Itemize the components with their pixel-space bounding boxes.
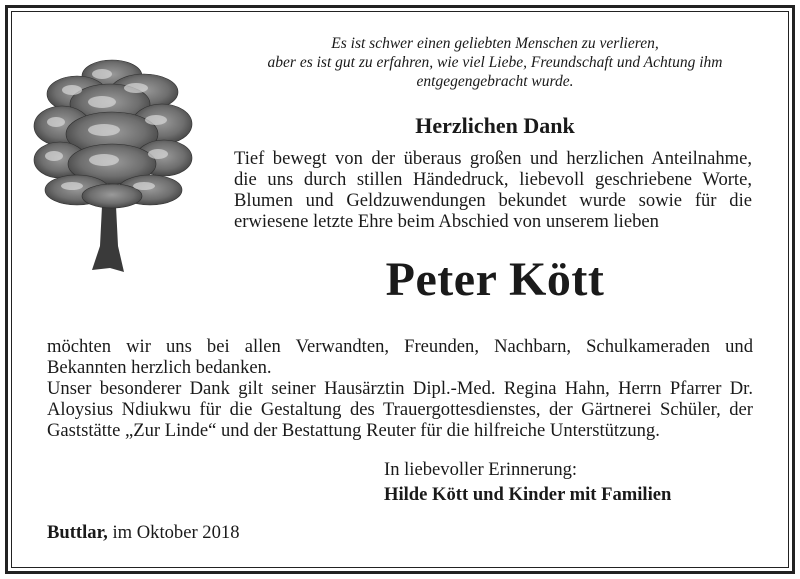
place-town: Buttlar, [47,522,108,543]
place-date [47,522,240,544]
thanks-line: möchten wir uns bei allen Verwandten, Freunden, Nachbarn, Schulkameraden und [47,336,753,357]
intro-line: die uns durch stillen Händedruck, liebevoll geschriebene Worte, [234,169,752,190]
deceased-name: Peter Kött [385,253,605,306]
intro-paragraph [234,148,752,232]
quote-line: aber es ist gut zu erfahren, wie viel Liebe, Freundschaft und Achtung ihm [267,54,723,71]
special-thanks-paragraph [47,378,753,441]
special-thanks-line: Gaststätte „Zur Linde“ und der Bestattung Reuter für die hilfreiche Unterstützung. [47,420,660,441]
quote-line: entgegengebracht wurde. [416,73,574,90]
remembrance-text: In liebevoller Erinnerung: [384,459,578,480]
special-thanks-line: Unser besonderer Dank gilt seiner Hausärztin Dipl.-Med. Regina Hahn, Herrn Pfarrer Dr. [47,378,753,399]
thanks-line: Bekannten herzlich bedanken. [47,357,272,378]
intro-line: Tief bewegt von der überaus großen und herzlichen Anteilnahme, [234,148,752,169]
tree-icon [32,56,194,278]
thanks-heading: Herzlichen Dank [415,113,575,138]
intro-line: erwiesene letzte Ehre beim Abschied von unserem lieben [234,211,659,232]
quote-line: Es ist schwer einen geliebten Menschen zu verlieren, [331,35,659,52]
signers-text: Hilde Kött und Kinder mit Familien [384,484,672,505]
special-thanks-line: Aloysius Ndiukwu für die Gestaltung des Trauergottesdienstes, der Gärtnerei Schüler, der [47,399,753,420]
thanks-paragraph [47,336,753,378]
place-date-text: im Oktober 2018 [107,522,240,543]
intro-line: Blumen und Geldzuwendungen bekundet wurde sowie für die [234,190,752,211]
memorial-quote [230,34,760,91]
